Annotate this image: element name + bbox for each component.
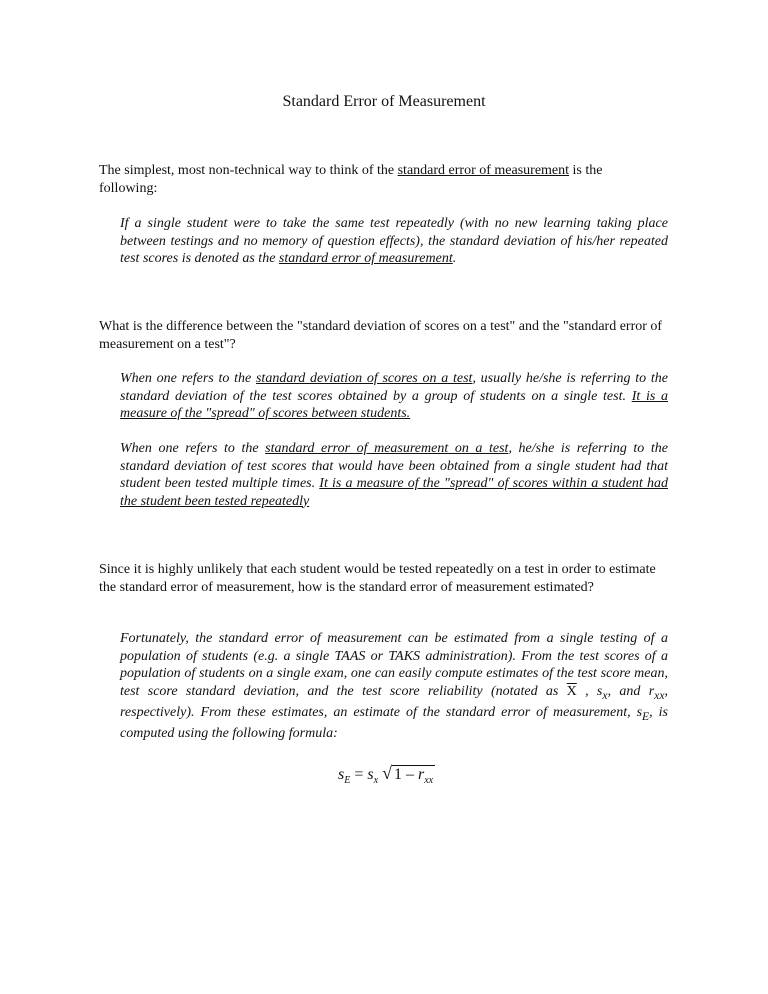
answer-1a-mid: , usually he/she is referring to the standard deviation of the test scores obtained by a group of students on a single test. — [120, 371, 669, 404]
radicand-r: r — [417, 766, 425, 783]
radicand-const: 1 – — [393, 766, 418, 783]
intro-text-end: is the following: — [99, 163, 603, 196]
answer-1b-text: When one refers to the — [120, 441, 266, 456]
answer-2-part3: , is computed using the following formula: — [120, 704, 668, 742]
formula-s-sub: x — [373, 775, 379, 787]
sem-symbol: s — [636, 704, 643, 720]
sem-formula — [338, 763, 435, 786]
sem-subscript: E — [642, 709, 650, 723]
answer-1a-text: When one refers to the — [120, 371, 256, 386]
answer-2-part2: , respectively). From these estimates, an estimate of the standard error of measurement, — [120, 683, 668, 720]
answer-2-part1: Fortunately, the standard error of measurement can be estimated from a single testing of a population of students (e.g. a single TAAS or TAKS administration). From the test scores of a population of students on a single exam, one can easily compute estimates of the test score mean, test score standard deviation, and the test score reliability (notated as — [120, 631, 668, 699]
square-root — [382, 763, 435, 786]
answer-1b-underlined: It is a measure of the "spread" of scores within a student had the student been tested repeatedly — [120, 476, 668, 509]
answer-2-sep2: , and — [607, 683, 649, 699]
formula-equals: = — [350, 766, 368, 783]
answer-1b-mid: , he/she is referring to the standard deviation of test scores that would have been obtained from a single student had that student been tested multiple times. — [120, 441, 668, 491]
sd-subscript: x — [602, 688, 608, 702]
page-title: Standard Error of Measurement — [282, 93, 486, 110]
reliability-symbol: r — [648, 683, 655, 699]
question-1: What is the difference between the "standard deviation of scores on a test" and the "standard error of measurement on a test"? — [99, 319, 663, 352]
answer-1a — [120, 370, 668, 423]
answer-1a-underlined: It is a measure of the "spread" of scores between students. — [120, 388, 668, 421]
definition-text: If a single student were to take the same test repeatedly (with no new learning taking place between testings and no memory of question effects), the standard deviation of his/her repeated test scores is denoted as the — [120, 216, 668, 266]
formula-lhs-sub: E — [344, 775, 351, 787]
answer-1a-term: standard deviation of scores on a test — [255, 371, 473, 386]
intro-paragraph — [99, 162, 659, 197]
reliability-subscript: xx — [654, 688, 665, 702]
question-2: Since it is highly unlikely that each student would be tested repeatedly on a test in order to estimate the standard error of measurement, how is the standard error of measurement estimated? — [99, 562, 656, 595]
definition-end: . — [452, 251, 457, 266]
answer-1b-term: standard error of measurement on a test — [265, 441, 509, 456]
mean-symbol: $\overline{X}$ — [566, 683, 577, 699]
answer-1b — [120, 440, 668, 510]
radicand-r-sub: xx — [424, 775, 434, 787]
intro-text: The simplest, most non-technical way to think of the — [99, 163, 398, 178]
answer-2 — [120, 630, 668, 743]
radicand — [392, 765, 435, 787]
definition-quote — [120, 215, 668, 268]
sd-symbol: s — [596, 683, 603, 699]
intro-term: standard error of measurement — [397, 163, 570, 178]
formula-lhs: s — [338, 766, 345, 783]
answer-2-sep1: , — [576, 683, 597, 699]
definition-term: standard error of measurement — [278, 251, 453, 266]
formula-s: s — [367, 766, 374, 783]
radical-sign-icon: √ — [382, 763, 392, 783]
